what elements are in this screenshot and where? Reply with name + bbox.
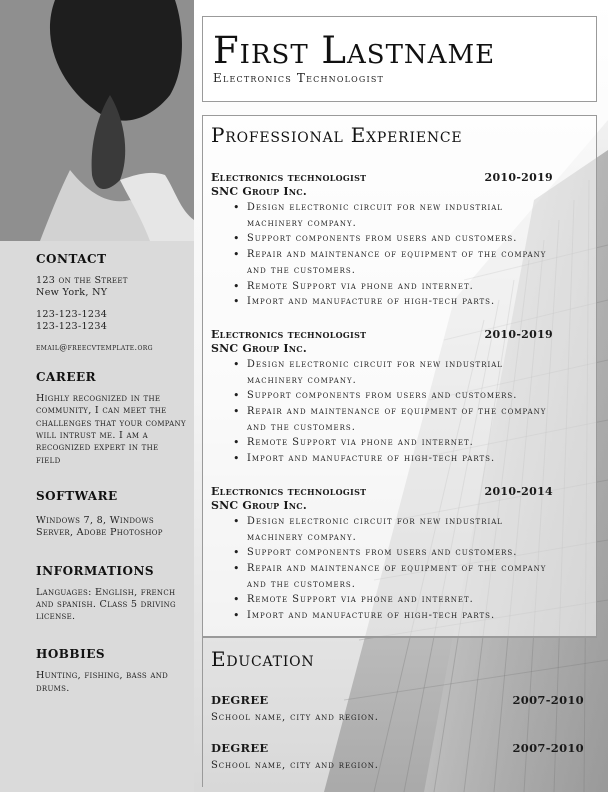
degree-dates: 2007-2010 [512, 693, 584, 707]
job-bullet: • Repair and maintenance of equipment of the company and the customers. [233, 561, 553, 592]
software-heading: SOFTWARE [36, 488, 118, 503]
job-bullet: • Repair and maintenance of equipment of the company and the customers. [233, 247, 553, 278]
company-name: SNC Group Inc. [211, 498, 307, 512]
company-name: SNC Group Inc. [211, 341, 307, 355]
full-name: First Lastname [213, 29, 496, 72]
profile-photo [0, 0, 194, 241]
career-heading: CAREER [36, 370, 97, 385]
job-entry [211, 171, 588, 310]
software-section [36, 489, 186, 540]
education-heading: Education [211, 647, 315, 671]
job-entry [211, 485, 588, 624]
job-title: Electronics technologist [211, 484, 367, 498]
company-name: SNC Group Inc. [211, 185, 307, 198]
software-text: Windows 7, 8, Windows Server, Adobe Photoshop [36, 514, 163, 539]
informations-section [36, 564, 186, 624]
address-line1: 123 on the Street [36, 275, 128, 286]
job-bullet: • Remote Support via phone and internet. [233, 279, 553, 295]
degree-name: DEGREE [211, 741, 269, 755]
job-dates: 2010-2019 [484, 327, 553, 341]
school-name: School name, city and region. [211, 712, 379, 723]
school-name: School name, city and region. [211, 760, 379, 771]
job-bullet: • Import and manufacture of high-tech parts. [233, 608, 553, 624]
job-bullet: • Remote Support via phone and internet. [233, 592, 553, 608]
degree-name: DEGREE [211, 693, 269, 707]
sidebar [0, 0, 194, 792]
informations-text: Languages: English, french and spanish. Class 5 driving license. [36, 586, 176, 623]
education-entry [211, 693, 589, 723]
address-line2: New York, NY [36, 287, 108, 299]
hobbies-heading: HOBBIES [36, 647, 106, 662]
job-title: Electronics technologist [211, 171, 367, 184]
education-section [202, 637, 597, 787]
contact-heading: CONTACT [36, 252, 107, 266]
contact-section [36, 252, 186, 352]
job-bullet: • Design electronic circuit for new industrial machinery company. [233, 200, 553, 231]
informations-heading: INFORMATIONS [36, 563, 155, 578]
email-link[interactable]: email@freecvtemplate.org [36, 343, 153, 353]
experience-section [202, 115, 597, 637]
job-bullet: • Design electronic circuit for new industrial machinery company. [233, 514, 553, 545]
job-bullet: • Support components from users and customers. [233, 231, 553, 247]
name-header [202, 16, 597, 102]
career-section [36, 370, 186, 467]
degree-dates: 2007-2010 [512, 741, 584, 755]
experience-heading: Professional Experience [211, 123, 463, 147]
education-entry [211, 741, 589, 771]
phone-1: 123-123-1234 [36, 308, 108, 320]
job-dates: 2010-2014 [484, 484, 553, 498]
job-bullet: • Import and manufacture of high-tech parts. [233, 451, 553, 467]
hobbies-text: Hunting, fishing, bass and drums. [36, 670, 169, 694]
job-bullet: • Support components from users and customers. [233, 388, 553, 404]
hobbies-section [36, 647, 186, 695]
job-bullet: • Support components from users and customers. [233, 545, 553, 561]
career-text: Highly recognized in the community, I can meet the challenges that your company will intrust me. I am a recognized expert in the field [36, 393, 186, 466]
job-bullet: • Import and manufacture of high-tech parts. [233, 294, 553, 310]
job-bullet: • Design electronic circuit for new industrial machinery company. [233, 357, 553, 388]
job-entry [211, 328, 588, 467]
phone-2: 123-123-1234 [36, 320, 108, 332]
job-bullet: • Repair and maintenance of equipment of the company and the customers. [233, 404, 553, 435]
job-title: Electronics technologist [211, 327, 367, 341]
job-bullet: • Remote Support via phone and internet. [233, 435, 553, 451]
job-dates: 2010-2019 [484, 171, 553, 184]
job-title: Electronics Technologist [213, 71, 385, 85]
